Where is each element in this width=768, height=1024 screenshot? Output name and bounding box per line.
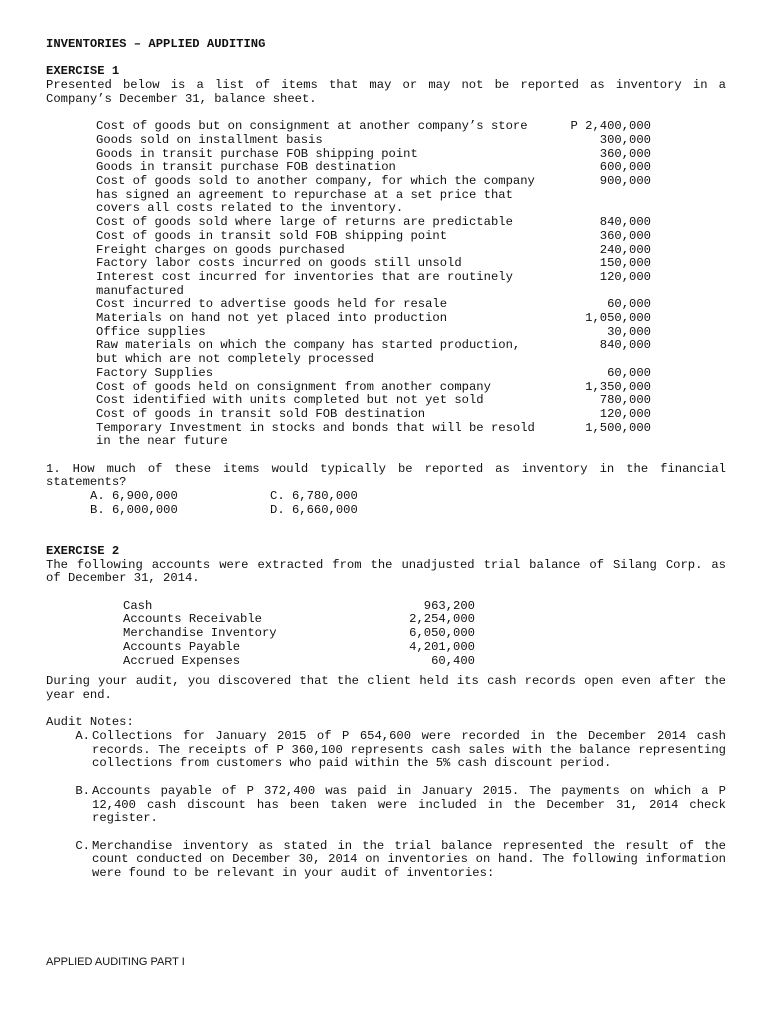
item-description: Raw materials on which the company has started production, but which are not completely processed bbox=[96, 338, 521, 367]
inventory-item-row bbox=[96, 244, 651, 258]
document-page bbox=[46, 38, 726, 881]
item-amount: 150,000 bbox=[599, 256, 651, 271]
inventory-item-row bbox=[96, 148, 651, 162]
item-description: Goods in transit purchase FOB destination bbox=[96, 160, 396, 175]
item-amount: 60,000 bbox=[607, 365, 651, 380]
exercise-2-intro: The following accounts were extracted from the unadjusted trial balance of Silang Corp. as of December 31, 2014. bbox=[46, 557, 726, 586]
item-description: Factory labor costs incurred on goods still unsold bbox=[96, 256, 462, 271]
inventory-item-row bbox=[96, 161, 651, 175]
item-description: Goods in transit purchase FOB shipping point bbox=[96, 146, 418, 161]
choice-b: B. 6,000,000 bbox=[90, 502, 178, 517]
item-description: Cost of goods held on consignment from another company bbox=[96, 379, 491, 394]
audit-note-letter: A. bbox=[75, 729, 90, 744]
item-amount: 600,000 bbox=[599, 160, 651, 175]
item-amount: 1,050,000 bbox=[585, 311, 651, 326]
audit-note-text: Collections for January 2015 of P 654,600 were recorded in the December 2014 cash records. The receipts of P 360,100 represents cash sales with the balance representing collections from customers who paid within the 5% cash discount period. bbox=[92, 729, 726, 771]
item-description: Office supplies bbox=[96, 324, 206, 339]
inventory-item-row bbox=[96, 339, 651, 366]
item-amount: 840,000 bbox=[599, 215, 651, 230]
item-amount: 360,000 bbox=[599, 146, 651, 161]
audit-note-text: Accounts payable of P 372,400 was paid in January 2015. The payments on which a P 12,400 cash discount has been taken were included in the December 31, 2014 check register. bbox=[92, 783, 726, 826]
item-description: Factory Supplies bbox=[96, 365, 214, 380]
choice-a: A. 6,900,000 bbox=[90, 489, 178, 504]
item-description: Temporary Investment in stocks and bonds that will be resold in the near future bbox=[96, 420, 535, 449]
audit-note-letter: C. bbox=[75, 838, 90, 853]
item-description: Cost of goods in transit sold FOB shipping point bbox=[96, 228, 448, 243]
spacer bbox=[46, 826, 726, 840]
choice-c: C. 6,780,000 bbox=[270, 489, 358, 504]
audit-note bbox=[46, 840, 726, 881]
account-amount: 6,050,000 bbox=[409, 626, 475, 641]
inventory-item-row bbox=[96, 381, 651, 395]
item-amount: 780,000 bbox=[599, 393, 651, 408]
inventory-item-row bbox=[96, 216, 651, 230]
audit-notes-heading: Audit Notes: bbox=[46, 715, 134, 730]
audit-note bbox=[46, 730, 726, 771]
inventory-item-row bbox=[96, 257, 651, 271]
inventory-item-row bbox=[96, 120, 651, 134]
inventory-item-row bbox=[96, 326, 651, 340]
account-name: Cash bbox=[123, 598, 153, 613]
inventory-item-row bbox=[96, 134, 651, 148]
exercise-2-paragraph: During your audit, you discovered that the client held its cash records open even after the year end. bbox=[46, 674, 726, 702]
inventory-item-row bbox=[96, 312, 651, 326]
exercise-2-heading: EXERCISE 2 bbox=[46, 543, 120, 558]
audit-note-text: Merchandise inventory as stated in the trial balance represented the result of the count conducted on December 30, 2014 on inventories on hand. The following information were found to be relevant in your audit of inventories: bbox=[92, 838, 726, 881]
item-amount: 120,000 bbox=[599, 269, 651, 284]
item-amount: 360,000 bbox=[599, 228, 651, 243]
audit-note-letter: B. bbox=[75, 783, 90, 798]
item-amount: 900,000 bbox=[599, 174, 651, 188]
item-amount: 1,500,000 bbox=[585, 420, 651, 435]
item-description: Cost incurred to advertise goods held for resale bbox=[96, 297, 448, 312]
inventory-item-row bbox=[96, 298, 651, 312]
question-1: 1. How much of these items would typically be reported as inventory in the financial statements? bbox=[46, 461, 726, 490]
inventory-item-row bbox=[96, 367, 651, 381]
account-name: Accounts Payable bbox=[123, 639, 241, 654]
item-amount: 1,350,000 bbox=[585, 379, 651, 394]
item-amount: 240,000 bbox=[599, 242, 651, 257]
trial-balance-table bbox=[123, 600, 475, 669]
page-footer: APPLIED AUDITING PART I bbox=[46, 956, 185, 968]
item-description: Freight charges on goods purchased bbox=[96, 242, 345, 257]
account-row bbox=[123, 641, 475, 655]
item-description: Cost of goods sold where large of returns are predictable bbox=[96, 215, 513, 230]
choice-d: D. 6,660,000 bbox=[270, 502, 358, 517]
item-amount: 30,000 bbox=[607, 324, 651, 339]
item-amount: 120,000 bbox=[599, 406, 651, 421]
item-description: Interest cost incurred for inventories that are routinely manufactured bbox=[96, 269, 513, 298]
item-description: Goods sold on installment basis bbox=[96, 132, 323, 147]
item-amount: 60,000 bbox=[607, 297, 651, 312]
account-row bbox=[123, 627, 475, 641]
inventory-item-row bbox=[96, 408, 651, 422]
account-row bbox=[123, 655, 475, 669]
item-description: Cost of goods sold to another company, for which the company has signed an agreement to repurchase at a set price that covers all costs related to the inventory. bbox=[96, 174, 535, 216]
item-amount: 300,000 bbox=[599, 132, 651, 147]
inventory-item-row bbox=[96, 422, 651, 449]
account-row bbox=[123, 600, 475, 614]
inventory-item-row bbox=[96, 230, 651, 244]
item-amount: P 2,400,000 bbox=[570, 119, 651, 134]
item-description: Cost of goods in transit sold FOB destination bbox=[96, 406, 426, 421]
item-amount: 840,000 bbox=[599, 338, 651, 353]
item-description: Cost of goods but on consignment at another company’s store bbox=[96, 119, 528, 134]
spacer bbox=[46, 771, 726, 785]
answer-choices bbox=[90, 490, 726, 517]
item-description: Materials on hand not yet placed into production bbox=[96, 311, 448, 326]
account-amount: 963,200 bbox=[423, 598, 475, 613]
audit-notes-list bbox=[46, 730, 726, 881]
exercise-1-intro: Presented below is a list of items that may or may not be reported as inventory in a Company’s December 31, balance sheet. bbox=[46, 78, 726, 106]
inventory-item-row bbox=[96, 271, 651, 298]
item-description: Cost identified with units completed but not yet sold bbox=[96, 393, 484, 408]
account-name: Accrued Expenses bbox=[123, 653, 241, 668]
inventory-items-list bbox=[96, 120, 651, 449]
audit-note bbox=[46, 785, 726, 826]
account-name: Accounts Receivable bbox=[123, 612, 262, 627]
exercise-1-heading: EXERCISE 1 bbox=[46, 64, 120, 79]
inventory-item-row bbox=[96, 394, 651, 408]
account-amount: 4,201,000 bbox=[409, 639, 475, 654]
account-amount: 60,400 bbox=[431, 653, 475, 668]
account-amount: 2,254,000 bbox=[409, 612, 475, 627]
account-row bbox=[123, 613, 475, 627]
inventory-item-row bbox=[96, 175, 651, 216]
page-title: INVENTORIES – APPLIED AUDITING bbox=[46, 37, 266, 51]
account-name: Merchandise Inventory bbox=[123, 626, 277, 641]
